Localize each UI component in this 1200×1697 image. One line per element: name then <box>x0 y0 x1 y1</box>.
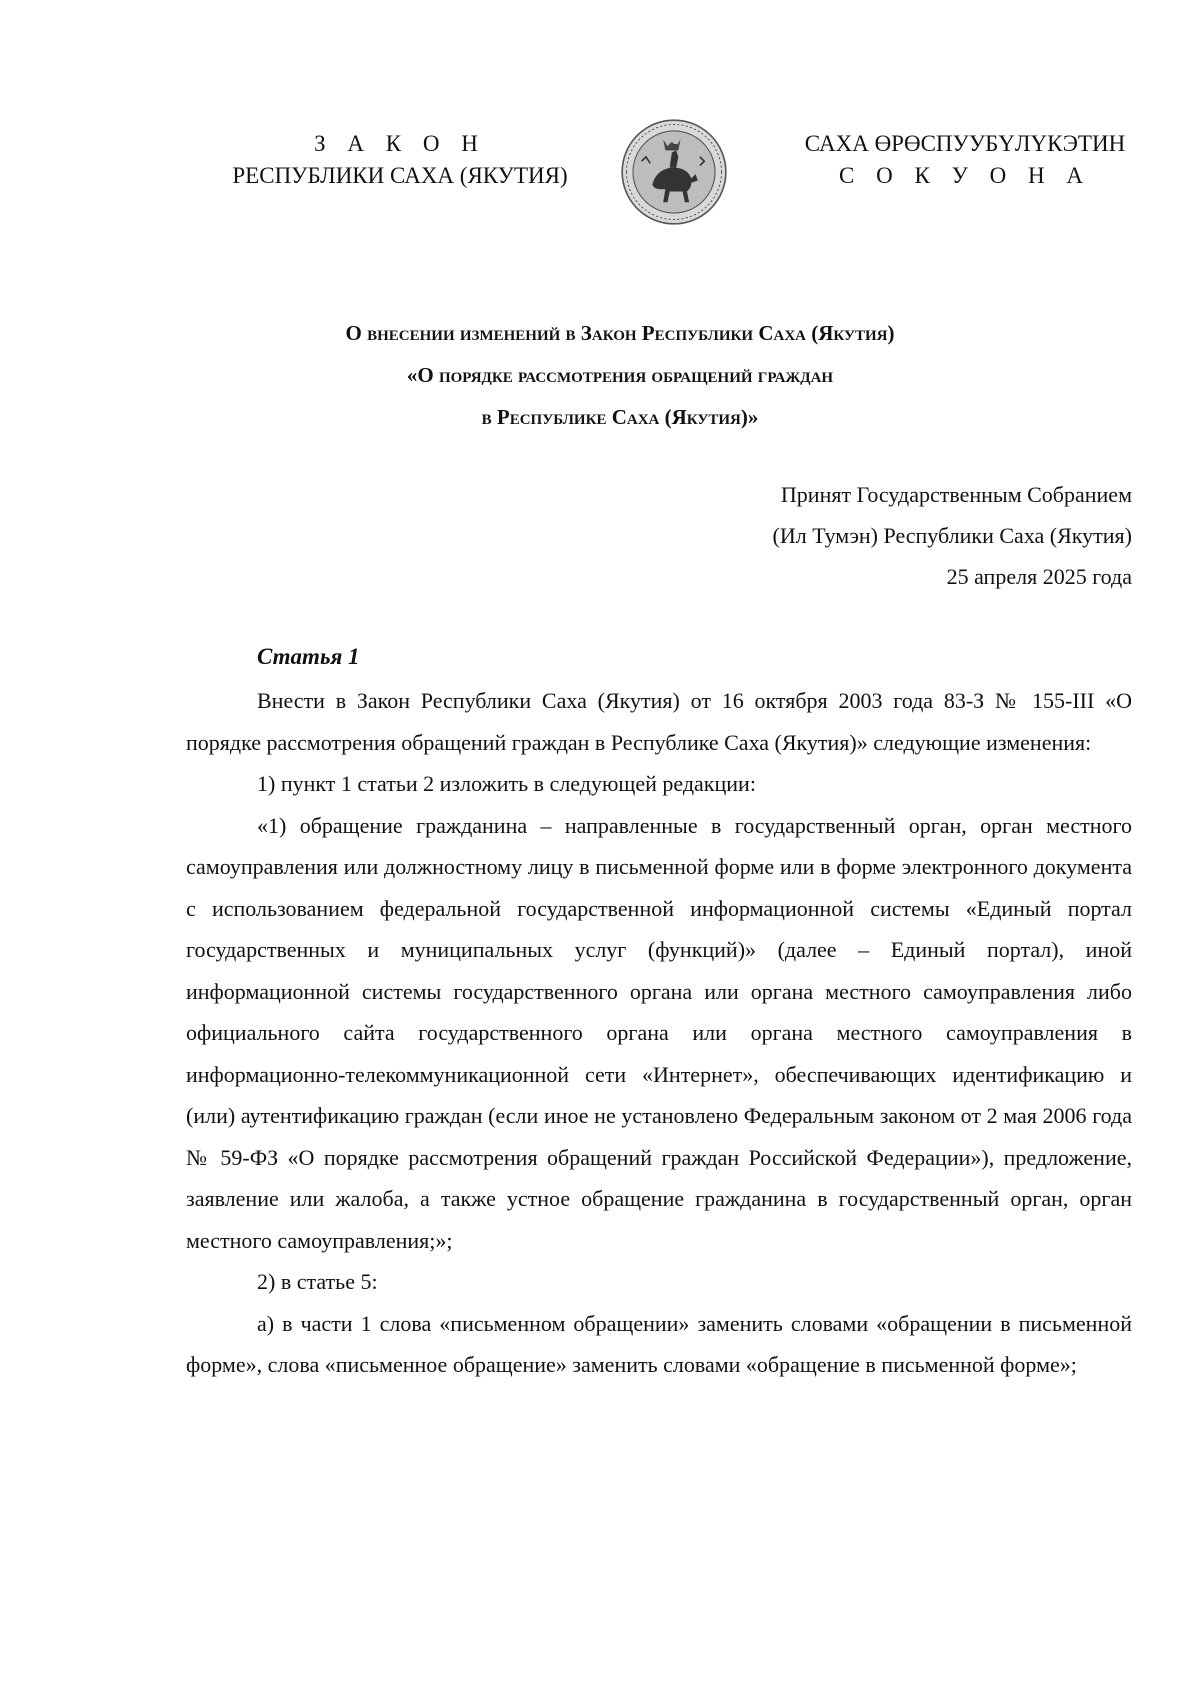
law-word-sakha: С О К У О Н А <box>839 163 1091 188</box>
adoption-line-2: (Ил Тумэн) Республики Саха (Якутия) <box>772 523 1132 548</box>
header-right <box>780 128 1150 192</box>
law-title <box>180 312 1060 438</box>
law-title-line-3: в Республике Саха (Якутия)» <box>481 405 759 429</box>
republic-name-sakha: САХА ӨРӨСПУУБҮЛҮКЭТИН <box>804 131 1126 156</box>
article-body <box>186 680 1132 1386</box>
article-paragraph: 2) в статье 5: <box>257 1269 378 1294</box>
adoption-block <box>773 474 1132 597</box>
law-word-ru: З А К О Н <box>314 131 486 156</box>
adoption-line-1: Принят Государственным Собранием <box>780 482 1132 507</box>
republic-name-ru: РЕСПУБЛИКИ САХА (ЯКУТИЯ) <box>232 163 568 188</box>
header-left <box>200 128 600 192</box>
article-heading: Статья 1 <box>257 644 360 669</box>
article-paragraph: «1) обращение гражданина – направленные в государственный орган, орган местного самоуправления или должностному лицу в письменной форме или в форме электронного документа с использованием федеральной государственной информационной системы «Единый портал государственных и муниципальных услуг (функций)» (далее – Единый портал), иной информационной системы государственного органа или органа местного самоуправления либо официального сайта государственного органа или органа местного самоуправления в информационно-телекоммуникационной сети «Интернет», обеспечивающих идентификацию и (или) аутентификацию граждан (если иное не установлено Федеральным законом от 2 мая 2006 года № 59-ФЗ «О порядке рассмотрения обращений граждан Российской Федерации»), предложение, заявление или жалоба, а также устное обращение гражданина в государственный орган, орган местного самоуправления;»; <box>186 812 1132 1253</box>
article-paragraph: а) в части 1 слова «письменном обращении» заменить словами «обращении в письменной форме», слова «письменное обращение» заменить словами «обращение в письменной форме»; <box>186 1310 1132 1377</box>
law-title-line-2: «О порядке рассмотрения обращений граждан <box>406 363 834 387</box>
adoption-date: 25 апреля 2025 года <box>946 564 1132 589</box>
law-title-line-1: О внесении изменений в Закон Республики Саха (Якутия) <box>345 321 895 345</box>
coat-of-arms-icon <box>620 118 728 226</box>
article-paragraph: Внести в Закон Республики Саха (Якутия) от 16 октября 2003 года 83-З № 155-III «О порядке рассмотрения обращений граждан в Республике Саха (Якутия)» следующие изменения: <box>186 688 1132 755</box>
article-paragraph: 1) пункт 1 статьи 2 изложить в следующей редакции: <box>257 771 756 796</box>
